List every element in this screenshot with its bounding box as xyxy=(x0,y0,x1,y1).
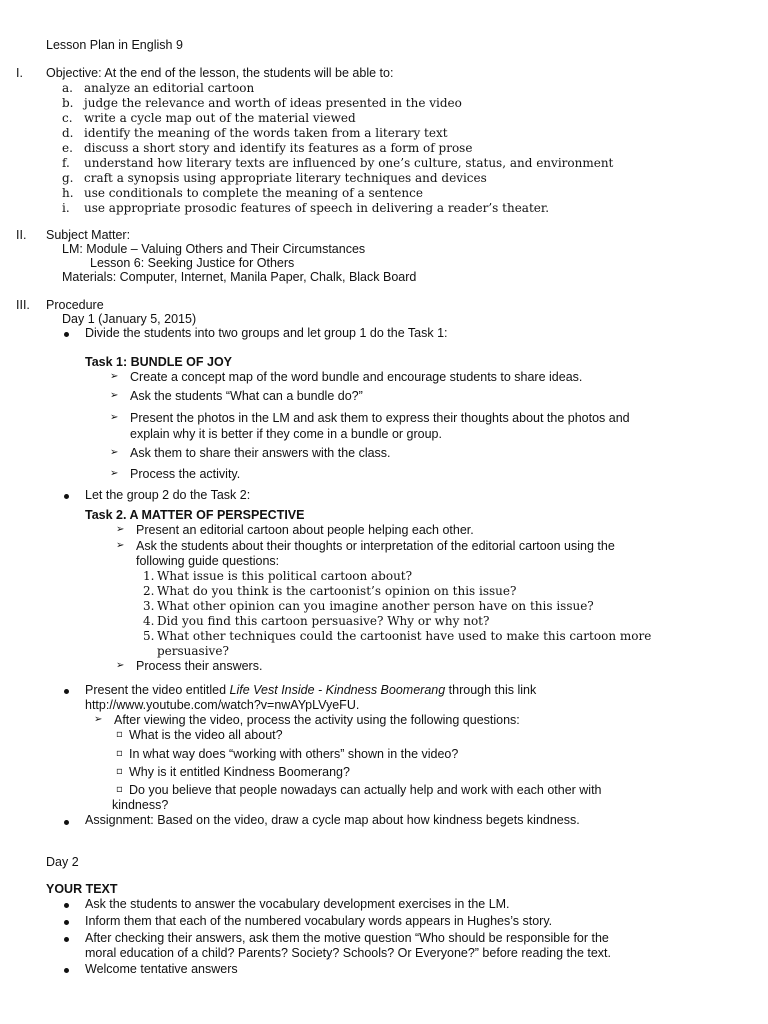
arrow-bullet-icon: ➢ xyxy=(110,390,119,401)
question-number: 5. xyxy=(143,629,155,643)
day2-item: Ask the students to answer the vocabulary development exercises in the LM. xyxy=(85,897,510,911)
arrow-bullet-icon: ➢ xyxy=(116,540,125,551)
list-item: analyze an editorial cartoon xyxy=(84,81,255,95)
list-item: write a cycle map out of the material viewed xyxy=(84,111,356,125)
list-marker: e. xyxy=(62,141,73,155)
section-numeral: II. xyxy=(16,228,27,242)
task1-item: Ask them to share their answers with the class. xyxy=(130,446,391,460)
list-marker: a. xyxy=(62,81,73,95)
bullet-icon xyxy=(64,903,69,908)
checkbox-bullet-icon: ▫ xyxy=(116,784,123,795)
list-item: identify the meaning of the words taken from a literary text xyxy=(84,126,448,140)
list-marker: i. xyxy=(62,201,70,215)
subject-lesson: Lesson 6: Seeking Justice for Others xyxy=(90,256,295,270)
list-marker: g. xyxy=(62,171,74,185)
bullet-icon xyxy=(64,920,69,925)
task2-instruction: Let the group 2 do the Task 2: xyxy=(85,488,251,502)
day1-heading: Day 1 (January 5, 2015) xyxy=(62,312,197,326)
guide-question: persuasive? xyxy=(157,644,229,658)
bullet-icon xyxy=(64,689,69,694)
subject-materials: Materials: Computer, Internet, Manila Paper, Chalk, Black Board xyxy=(62,270,417,284)
task2-item: Process their answers. xyxy=(136,659,263,673)
arrow-bullet-icon: ➢ xyxy=(110,371,119,382)
task2-item: Ask the students about their thoughts or interpretation of the editorial cartoon using the xyxy=(136,539,615,553)
subject-lm: LM: Module – Valuing Others and Their Circumstances xyxy=(62,242,366,256)
task1-item: Create a concept map of the word bundle and encourage students to share ideas. xyxy=(130,370,583,384)
list-marker: b. xyxy=(62,96,74,110)
list-item: craft a synopsis using appropriate literary techniques and devices xyxy=(84,171,487,185)
task1-instruction: Divide the students into two groups and let group 1 do the Task 1: xyxy=(85,326,448,340)
guide-question: Did you find this cartoon persuasive? Why or why not? xyxy=(157,614,490,628)
day2-item: moral education of a child? Parents? Society? Schools? Or Everyone?” before reading the text. xyxy=(85,946,611,960)
bullet-icon xyxy=(64,820,69,825)
list-marker: h. xyxy=(62,186,74,200)
video-title: Life Vest Inside - Kindness Boomerang xyxy=(229,683,446,697)
day2-item: Welcome tentative answers xyxy=(85,962,238,976)
video-link[interactable]: http://www.youtube.com/watch?v=nwAYpLVyeFU. xyxy=(85,698,360,712)
guide-question: What do you think is the cartoonist’s opinion on this issue? xyxy=(157,584,517,598)
checkbox-bullet-icon: ▫ xyxy=(116,748,123,759)
list-marker: c. xyxy=(62,111,73,125)
day2-item: After checking their answers, ask them the motive question “Who should be responsible for the xyxy=(85,931,609,945)
arrow-bullet-icon: ➢ xyxy=(116,524,125,535)
arrow-bullet-icon: ➢ xyxy=(110,468,119,479)
guide-question: What issue is this political cartoon about? xyxy=(157,569,413,583)
question-number: 2. xyxy=(143,584,155,598)
list-item: use conditionals to complete the meaning of a sentence xyxy=(84,186,423,200)
objective-heading: Objective: At the end of the lesson, the students will be able to: xyxy=(46,66,394,80)
list-marker: d. xyxy=(62,126,74,140)
bullet-icon xyxy=(64,332,69,337)
list-item: judge the relevance and worth of ideas presented in the video xyxy=(84,96,462,110)
question-number: 4. xyxy=(143,614,155,628)
task2-item: Present an editorial cartoon about people helping each other. xyxy=(136,523,474,537)
question-number: 3. xyxy=(143,599,155,613)
arrow-bullet-icon: ➢ xyxy=(110,412,119,423)
task2-title: Task 2. A MATTER OF PERSPECTIVE xyxy=(85,508,305,522)
task1-item: Ask the students “What can a bundle do?” xyxy=(130,389,363,403)
task1-item: explain why it is better if they come in a bundle or group. xyxy=(130,427,442,441)
guide-question: What other techniques could the cartoonist have used to make this cartoon more xyxy=(157,629,652,643)
document-title: Lesson Plan in English 9 xyxy=(46,38,183,52)
assignment: Assignment: Based on the video, draw a cycle map about how kindness begets kindness. xyxy=(85,813,580,827)
task2-item: following guide questions: xyxy=(136,554,280,568)
arrow-bullet-icon: ➢ xyxy=(110,447,119,458)
task1-item: Present the photos in the LM and ask them to express their thoughts about the photos and xyxy=(130,411,630,425)
list-item: understand how literary texts are influenced by one’s culture, status, and environment xyxy=(84,156,614,170)
bullet-icon xyxy=(64,968,69,973)
day2-heading: Day 2 xyxy=(46,855,79,869)
section-numeral: III. xyxy=(16,298,30,312)
task1-title: Task 1: BUNDLE OF JOY xyxy=(85,355,233,369)
video-question: What is the video all about? xyxy=(129,728,283,742)
video-question: Why is it entitled Kindness Boomerang? xyxy=(129,765,350,779)
arrow-bullet-icon: ➢ xyxy=(116,660,125,671)
section-numeral: I. xyxy=(16,66,23,80)
video-question: In what way does “working with others” shown in the video? xyxy=(129,747,459,761)
guide-question: What other opinion can you imagine another person have on this issue? xyxy=(157,599,594,613)
task1-item: Process the activity. xyxy=(130,467,241,481)
video-instruction xyxy=(85,683,536,697)
procedure-heading: Procedure xyxy=(46,298,104,312)
video-question: Do you believe that people nowadays can actually help and work with each other with xyxy=(129,783,602,797)
video-question: kindness? xyxy=(112,798,169,812)
video-followup: After viewing the video, process the activity using the following questions: xyxy=(114,713,520,727)
video-text: through this link xyxy=(445,683,537,697)
question-number: 1. xyxy=(143,569,155,583)
checkbox-bullet-icon: ▫ xyxy=(116,766,123,777)
list-marker: f. xyxy=(62,156,70,170)
video-text: Present the video entitled xyxy=(85,683,230,697)
bullet-icon xyxy=(64,494,69,499)
arrow-bullet-icon: ➢ xyxy=(94,714,103,725)
list-item: discuss a short story and identify its features as a form of prose xyxy=(84,141,473,155)
day2-item: Inform them that each of the numbered vocabulary words appears in Hughes’s story. xyxy=(85,914,553,928)
your-text-heading: YOUR TEXT xyxy=(46,882,118,896)
bullet-icon xyxy=(64,937,69,942)
checkbox-bullet-icon: ▫ xyxy=(116,729,123,740)
subject-heading: Subject Matter: xyxy=(46,228,131,242)
list-item: use appropriate prosodic features of speech in delivering a reader’s theater. xyxy=(84,201,550,215)
